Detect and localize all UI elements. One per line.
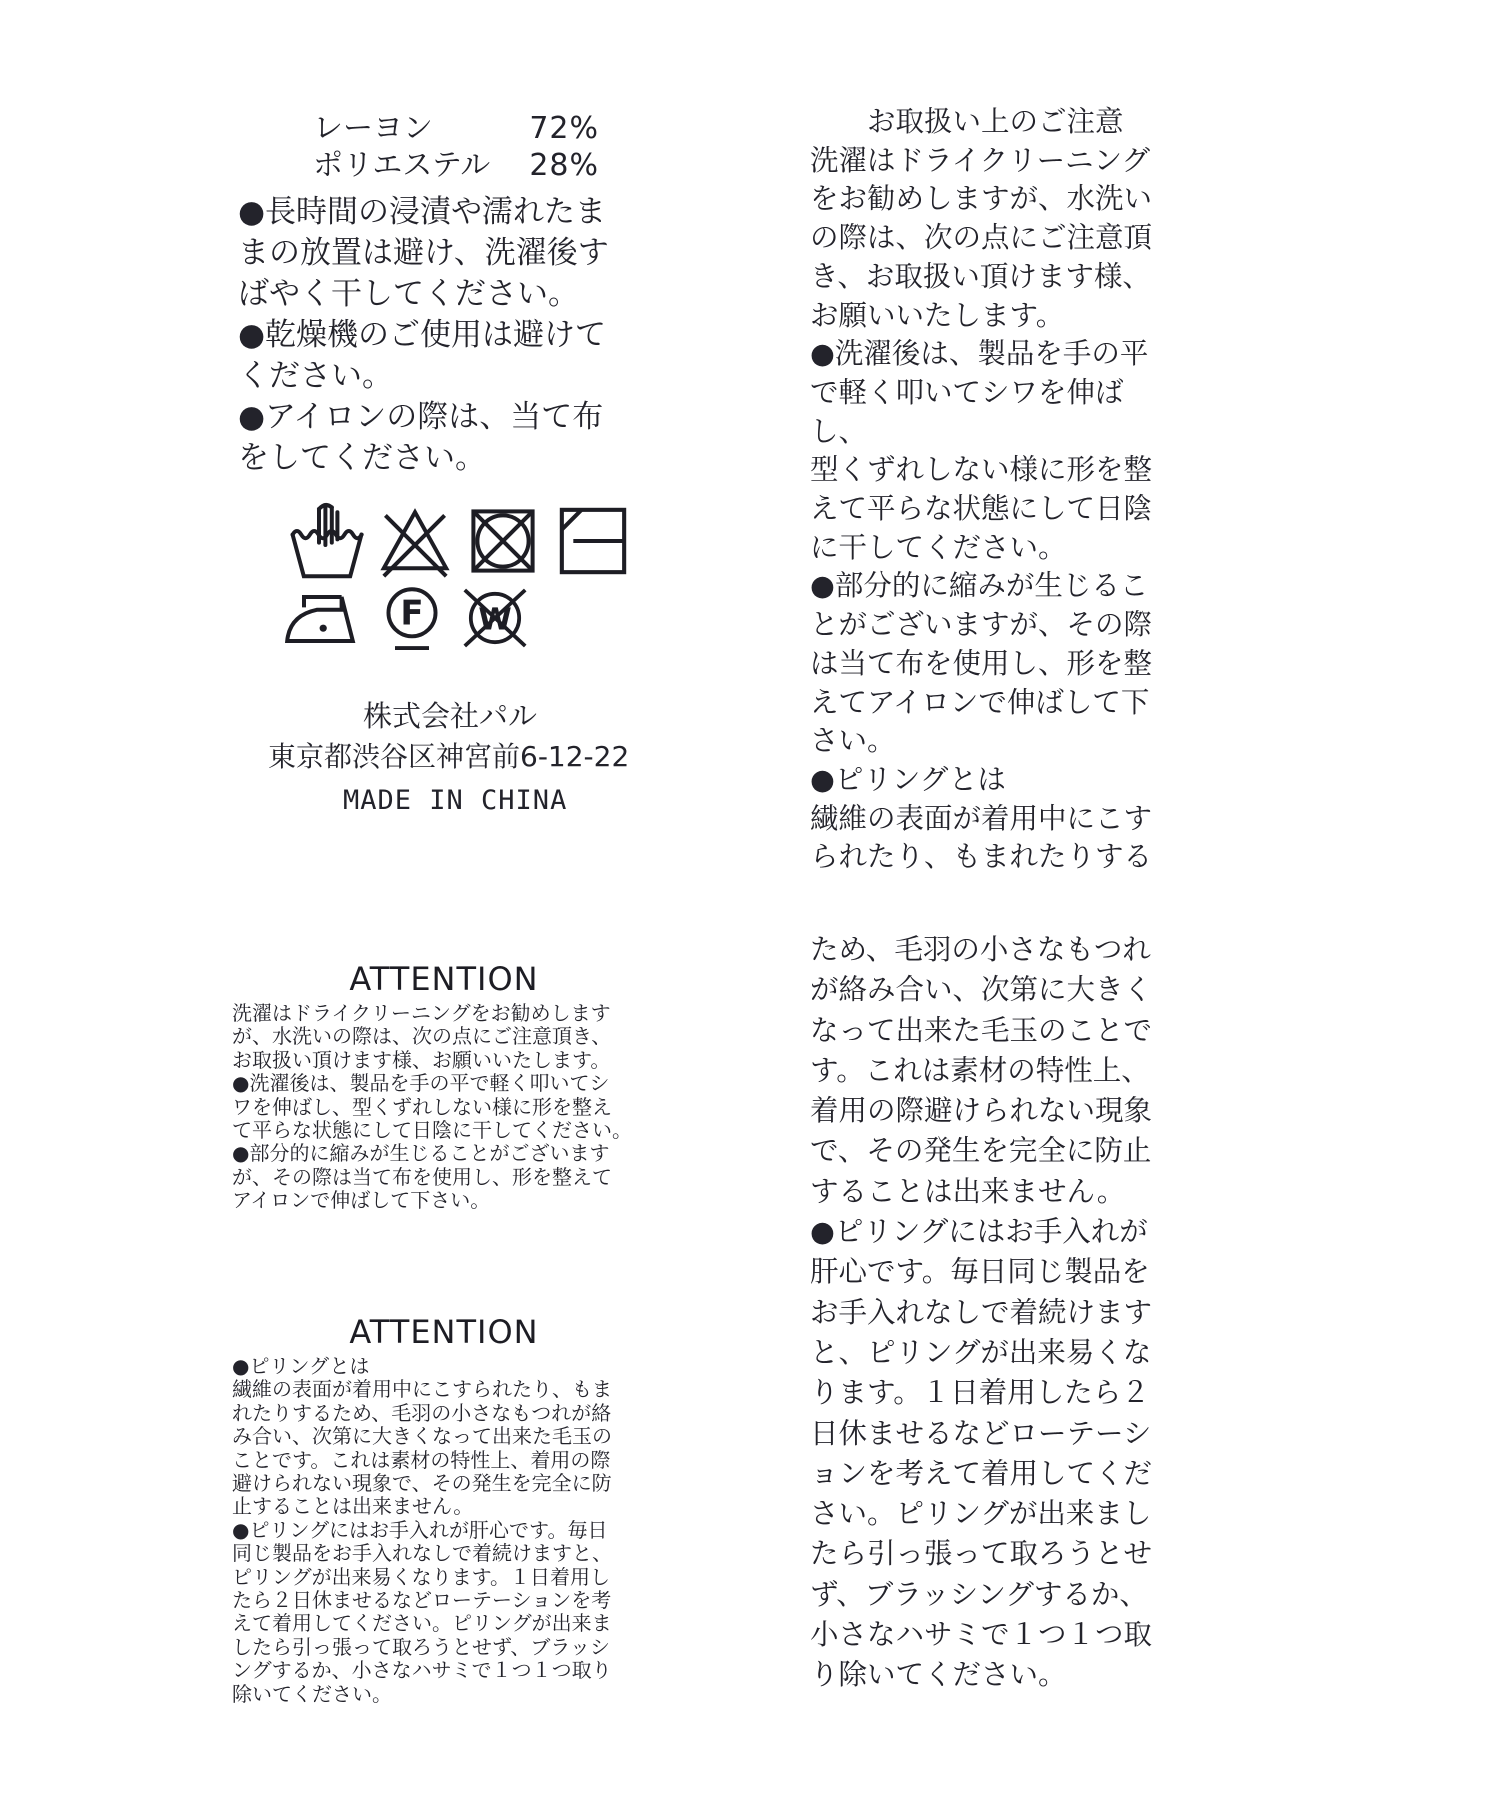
handling-instructions-title: お取扱い上のご注意 — [867, 105, 1124, 138]
care-notes: ●長時間の浸漬や濡れたま まの放置は避け、洗濯後す ばやく干してください。 ●乾燥機のご使用は避けて ください。 ●アイロンの際は、当て布 をしてください。 — [238, 194, 609, 476]
wet-clean-letter: W — [478, 602, 512, 638]
care-symbols-row-1 — [287, 500, 635, 582]
company-name: 株式会社パル — [363, 699, 538, 733]
dry-flat-in-shade-icon — [551, 500, 635, 582]
iron-low-heat-icon — [280, 584, 368, 650]
material-percent: 28% — [529, 148, 599, 183]
attention-text: ●ピリングとは 繊維の表面が着用中にこすられたり、もま れたりするため、毛羽の小さなもつれが絡 み合い、次第に大きくなって出来た毛玉の ことです。これは素材の特性上、着用の際 避けられない現象で、その発生を完全に防 止することは出来ません。 ●ピリングにはお手入れが肝心です。毎日 同じ製品をお手入れなしで着続けますと、 ピリングが出来易くなります。１日着用し たら２日休ませるなどローテーションを考 えて着用してください。ピリングが出来ま したら引っ張って取ろうとせず、ブラッシ ングするか、小さなハサミで１つ１つ取り 除いてください。 — [232, 1354, 612, 1706]
handling-instructions-block-1 — [810, 103, 1162, 877]
material-name: ポリエステル — [313, 148, 491, 183]
hand-wash-icon — [287, 500, 367, 582]
material-name: レーヨン — [313, 111, 433, 146]
dry-clean-petroleum-icon — [379, 584, 445, 652]
attention-heading: ATTENTION — [349, 960, 539, 998]
country-of-origin: MADE IN CHINA — [343, 785, 568, 816]
attention-heading: ATTENTION — [349, 1313, 539, 1351]
fabric-composition — [313, 110, 599, 184]
company-address: 東京都渋谷区神宮前6-12-22 — [268, 740, 630, 773]
attention-block-2 — [232, 1315, 656, 1706]
composition-row — [313, 147, 599, 184]
attention-text: 洗濯はドライクリーニングをお勧めします が、水洗いの際は、次の点にご注意頂き、 お取扱い頂けます様、お願いいたします。 ●洗濯後は、製品を手の平で軽く叩いてシ ワを伸ばし、型くずれしない様に形を整え て平らな状態にして日陰に干してください。 ●部分的に縮みが生じることがございます が、その際は当て布を使用し、形を整えて アイロンで伸ばして下さい。 — [232, 1001, 632, 1213]
do-not-wet-clean-icon — [456, 584, 534, 652]
care-symbols-row-2 — [280, 584, 534, 652]
do-not-bleach-icon — [375, 500, 455, 582]
dry-clean-letter: F — [400, 593, 424, 634]
composition-row — [313, 110, 599, 147]
handling-instructions-text: 洗濯はドライクリーニング をお勧めしますが、水洗い の際は、次の点にご注意頂 き、お取扱い頂けます様、 お願いいたします。 ●洗濯後は、製品を手の平 で軽く叩いてシワを伸ばし、 型くずれしない様に形を整 えて平らな状態にして日陰 に干してください。 ●部分的に縮みが生じるこ とがございますが、その際 は当て布を使用し、形を整 えてアイロンで伸ばして下 さい。 ●ピリングとは 繊維の表面が着用中にこす られたり、もまれたりする — [810, 143, 1153, 874]
handling-instructions-block-2: ため、毛羽の小さなもつれ が絡み合い、次第に大きく なって出来た毛玉のことで す。これは素材の特性上、 着用の際避けられない現象 で、その発生を完全に防止 することは出来ません。 ●ピリングにはお手入れが 肝心です。毎日同じ製品を お手入れなしで着続けます と、ピリングが出来易くな ります。１日着用したら２ 日休ませるなどローテーシ ョンを考えて着用してくだ さい。ピリングが出来まし たら引っ張って取ろうとせ ず、ブラッシングするか、 小さなハサミで１つ１つ取 り除いてください。 — [810, 933, 1153, 1692]
do-not-tumble-dry-icon — [463, 500, 543, 582]
attention-block-1 — [232, 962, 656, 1213]
material-percent: 72% — [529, 111, 599, 146]
